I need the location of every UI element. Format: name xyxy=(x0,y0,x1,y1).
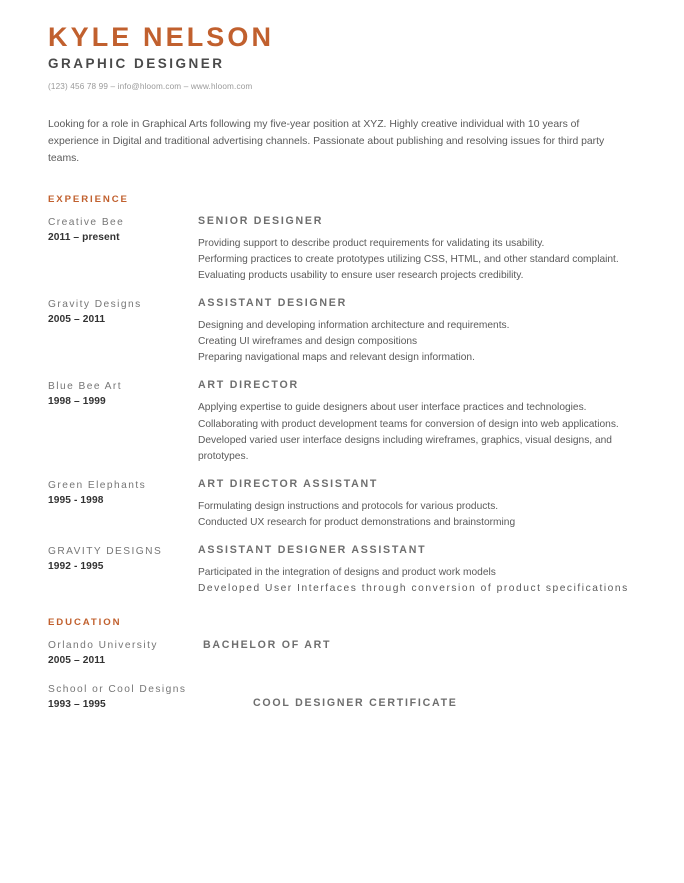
responsibility-item: Developed varied user interface designs including wireframes, graphics, visual designs, and prototypes. xyxy=(198,434,612,462)
position-title: SENIOR DESIGNER xyxy=(198,214,324,227)
experience-entry-meta xyxy=(48,478,198,508)
experience-entry xyxy=(48,478,640,531)
position-title: ART DIRECTOR xyxy=(198,379,299,392)
responsibility-list xyxy=(198,318,640,366)
responsibility-list xyxy=(198,236,640,284)
section-header-education: EDUCATION xyxy=(48,617,122,629)
education-entry xyxy=(48,638,640,668)
experience-section xyxy=(48,194,640,598)
experience-entry xyxy=(48,379,640,464)
education-section xyxy=(48,617,640,711)
position-title: ASSISTANT DESIGNER xyxy=(198,297,348,310)
employment-dates: 2011 – present xyxy=(48,231,120,243)
experience-entry-meta xyxy=(48,215,198,245)
school-name: Orlando University xyxy=(48,640,158,652)
section-header-experience: EXPERIENCE xyxy=(48,193,129,205)
education-dates: 1993 – 1995 xyxy=(48,698,106,710)
resume-header xyxy=(48,22,640,91)
education-entry-detail xyxy=(203,682,640,709)
responsibility-item: Evaluating products usability to ensure user research projects credibility. xyxy=(198,269,524,281)
responsibility-item: Preparing navigational maps and relevant design information. xyxy=(198,352,475,364)
responsibility-item: Formulating design instructions and protocols for various products. xyxy=(198,500,499,512)
experience-entry-detail xyxy=(198,544,640,597)
candidate-name: KYLE NELSON xyxy=(48,22,275,52)
employment-dates: 1995 - 1998 xyxy=(48,494,104,506)
experience-entry-detail xyxy=(198,297,640,366)
degree-title: BACHELOR OF ART xyxy=(203,639,332,652)
education-entry xyxy=(48,682,640,712)
responsibility-item: Performing practices to create prototypes utilizing CSS, HTML, and other standard complaint. xyxy=(198,253,619,265)
experience-entry-detail xyxy=(198,215,640,284)
responsibility-item: Conducted UX research for product demonstrations and brainstorming xyxy=(198,516,516,528)
responsibility-item: Developed User Interfaces through conversion of product specifications xyxy=(198,583,629,595)
contact-line: (123) 456 78 99 – info@hloom.com – www.hloom.com xyxy=(48,82,253,92)
school-name: School or Cool Designs xyxy=(48,683,187,695)
experience-entry-meta xyxy=(48,544,198,574)
responsibility-list xyxy=(198,499,640,531)
position-title: ART DIRECTOR ASSISTANT xyxy=(198,477,379,490)
employment-dates: 2005 – 2011 xyxy=(48,313,106,325)
company-name: GRAVITY DESIGNS xyxy=(48,546,163,558)
company-name: Gravity Designs xyxy=(48,299,142,311)
candidate-job-title: GRAPHIC DESIGNER xyxy=(48,56,225,72)
responsibility-item: Designing and developing information architecture and requirements. xyxy=(198,320,510,332)
employment-dates: 1998 – 1999 xyxy=(48,396,106,408)
education-entry-meta xyxy=(48,682,203,712)
responsibility-item: Creating UI wireframes and design compositions xyxy=(198,336,418,348)
experience-entry-detail xyxy=(198,379,640,464)
experience-entry xyxy=(48,297,640,366)
responsibility-list xyxy=(198,400,640,464)
experience-entry-meta xyxy=(48,297,198,327)
education-entry-detail xyxy=(203,638,640,651)
responsibility-item: Applying expertise to guide designers about user interface practices and technologies. xyxy=(198,402,587,414)
company-name: Blue Bee Art xyxy=(48,381,123,393)
position-title: ASSISTANT DESIGNER ASSISTANT xyxy=(198,544,427,557)
responsibility-item: Providing support to describe product requirements for validating its usability. xyxy=(198,237,545,249)
experience-entry xyxy=(48,544,640,597)
education-dates: 2005 – 2011 xyxy=(48,655,106,667)
employment-dates: 1992 - 1995 xyxy=(48,560,104,572)
responsibility-item: Participated in the integration of designs and product work models xyxy=(198,567,496,579)
experience-entry-meta xyxy=(48,379,198,409)
education-entry-meta xyxy=(48,638,203,668)
company-name: Creative Bee xyxy=(48,216,125,228)
experience-entry xyxy=(48,215,640,284)
degree-title: COOL DESIGNER CERTIFICATE xyxy=(253,696,458,709)
professional-summary: Looking for a role in Graphical Arts following my five-year position at XYZ. Highly creative individual with 10 years of experience in Digital and traditional advertising channels. Passionate about publishing and resolving issues for third party teams. xyxy=(48,119,605,164)
company-name: Green Elephants xyxy=(48,479,147,491)
experience-entry-detail xyxy=(198,478,640,531)
responsibility-list xyxy=(198,565,640,597)
responsibility-item: Collaborating with product development teams for conversion of design into web applications. xyxy=(198,418,619,430)
